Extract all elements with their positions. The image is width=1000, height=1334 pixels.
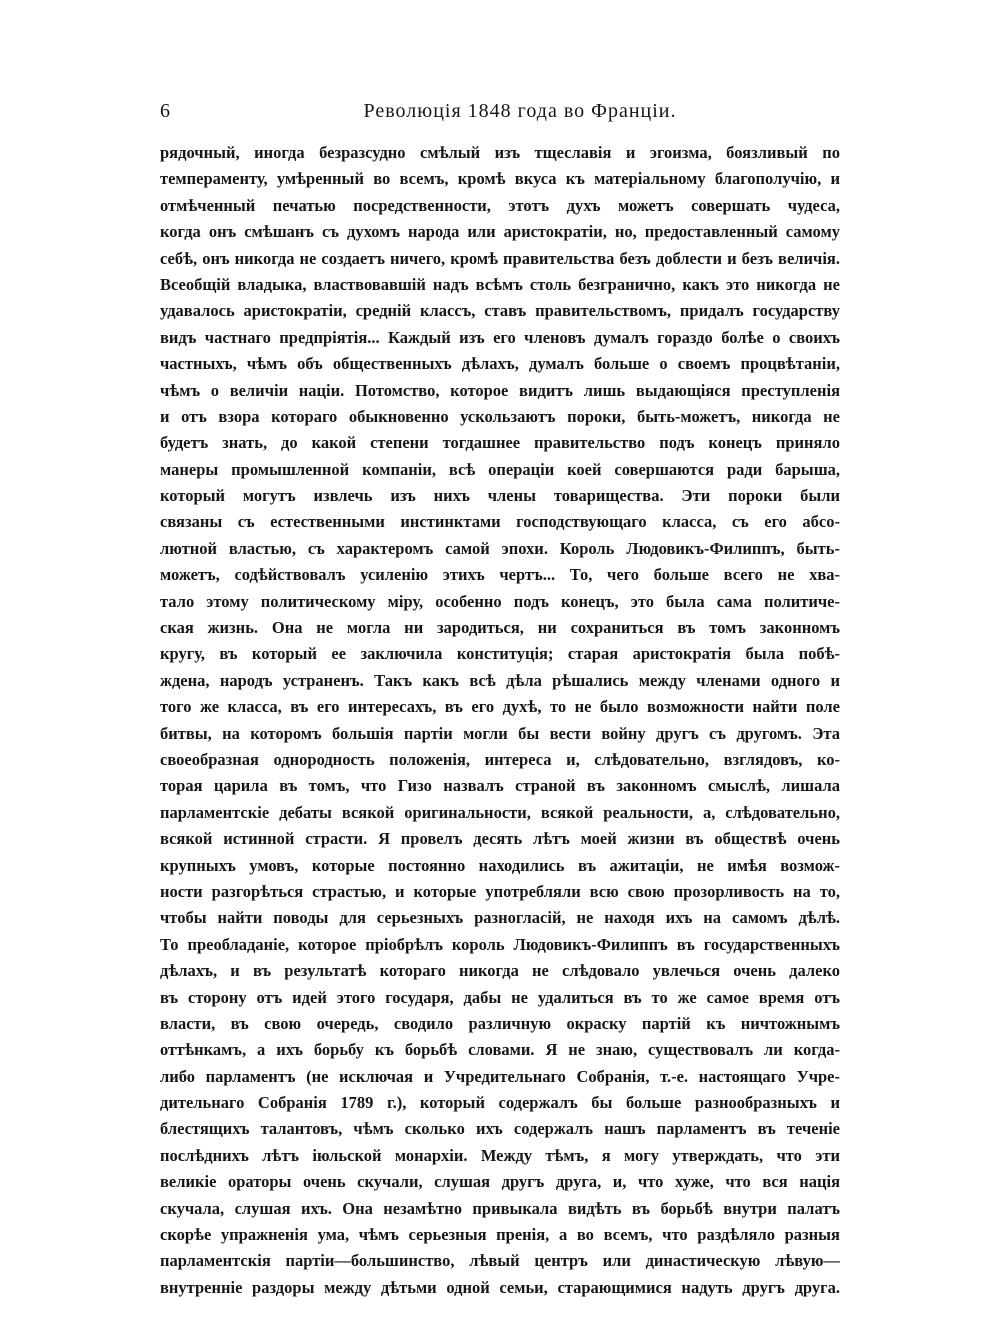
text-line: можетъ, содѣйствовалъ усиленію этихъ чертъ... То, чего больше всего не хва- bbox=[160, 565, 840, 585]
text-line: скорѣе упражненія ума, чѣмъ серьезныя пренія, а во всемъ, что раздѣляло разныя bbox=[160, 1225, 840, 1245]
text-line: всякой истинной страсти. Я провелъ десять лѣтъ моей жизни въ обществѣ очень bbox=[160, 829, 840, 849]
text-line: власти, въ свою очередь, сводило различную окраску партій къ ничтожнымъ bbox=[160, 1013, 840, 1033]
text-line: оттѣнкамъ, а ихъ борьбу къ борьбѣ словами. Я не знаю, существовалъ ли когда- bbox=[160, 1040, 840, 1060]
text-line: отмѣченный печатью посредственности, этотъ духъ можетъ совершать чудеса, bbox=[160, 195, 840, 215]
text-line: тало этому политическому міру, особенно подъ конецъ, это была сама политиче- bbox=[160, 591, 840, 611]
text-line: частныхъ, чѣмъ объ общественныхъ дѣлахъ, думалъ больше о своемъ процвѣтаніи, bbox=[160, 354, 840, 374]
page-header bbox=[160, 96, 840, 126]
text-line: крупныхъ умовъ, которые постоянно находились въ ажитаціи, не имѣя возмож- bbox=[160, 855, 840, 875]
text-line: кругу, въ который ее заключила конституція; старая аристократія была побѣ- bbox=[160, 644, 840, 664]
text-line: дѣлахъ, и въ результатѣ котораго никогда не слѣдовало увлечься очень далеко bbox=[160, 961, 840, 981]
running-title: Революція 1848 года во Франціи. bbox=[363, 100, 677, 122]
text-line: лютной властью, съ характеромъ самой эпохи. Король Людовикъ-Филиппъ, быть- bbox=[160, 538, 840, 558]
text-line: битвы, на которомъ большія партіи могли бы вести войну другъ съ другомъ. Эта bbox=[160, 723, 840, 743]
text-line: парламентскія партіи—большинство, лѣвый центръ или династическую лѣвую— bbox=[160, 1251, 840, 1271]
text-line: будетъ знать, до какой степени тогдашнее правительство подъ конецъ приняло bbox=[160, 433, 840, 453]
text-line: То преобладаніе, которое пріобрѣлъ король Людовикъ-Филиппъ въ государственныхъ bbox=[160, 934, 840, 954]
text-line: парламентскіе дебаты всякой оригинальности, всякой реальности, а, слѣдовательно, bbox=[160, 802, 840, 822]
text-line: скучала, слушая ихъ. Она незамѣтно привыкала видѣть въ борьбѣ внутри палатъ bbox=[160, 1198, 840, 1218]
text-line: чѣмъ о величіи націи. Потомство, которое видитъ лишь выдающіяся преступленія bbox=[160, 380, 840, 400]
body-text bbox=[160, 140, 840, 1301]
text-line: когда онъ смѣшанъ съ духомъ народа или аристократіи, но, предоставленный самому bbox=[160, 222, 840, 242]
text-line: Всеобщій владыка, властвовавшій надъ всѣмъ столь безгранично, какъ это никогда не bbox=[160, 274, 840, 294]
page-number: 6 bbox=[160, 100, 170, 122]
text-line: блестящихъ талантовъ, чѣмъ сколько ихъ содержалъ нашъ парламентъ въ теченіе bbox=[160, 1119, 840, 1139]
text-line: великіе ораторы очень скучали, слушая другъ друга, и, что хуже, что вся нація bbox=[160, 1172, 840, 1192]
text-line: дительнаго Собранія 1789 г.), который содержалъ бы больше разнообразныхъ и bbox=[160, 1093, 840, 1113]
text-line: темпераменту, умѣренный во всемъ, кромѣ вкуса къ матеріальному благополучію, и bbox=[160, 169, 840, 189]
text-line: ности разгорѣться страстью, и которые употребляли всю свою прозорливость на то, bbox=[160, 881, 840, 901]
text-line: въ сторону отъ идей этого государя, дабы не удалиться въ то же самое время отъ bbox=[160, 987, 840, 1007]
text-line: того же класса, въ его интересахъ, въ его духѣ, то не было возможности найти поле bbox=[160, 697, 840, 717]
text-line: своеобразная однородность положенія, интереса и, слѣдовательно, взглядовъ, ко- bbox=[160, 749, 840, 769]
text-line: торая царила въ томъ, что Гизо назвалъ страной въ законномъ смыслѣ, лишала bbox=[160, 776, 840, 796]
text-line: себѣ, онъ никогда не создаетъ ничего, кромѣ правительства безъ доблести и безъ величія. bbox=[160, 248, 840, 268]
text-line: удавалось аристократіи, средній классъ, ставъ правительствомъ, придалъ государству bbox=[160, 301, 840, 321]
text-line: который могутъ извлечь изъ нихъ члены товарищества. Эти пороки были bbox=[160, 486, 840, 506]
text-line: ская жизнь. Она не могла ни зародиться, ни сохраниться въ томъ законномъ bbox=[160, 618, 840, 638]
text-line: манеры промышленной компаніи, всѣ операціи коей совершаются ради барыша, bbox=[160, 459, 840, 479]
text-line: видъ частнаго предпріятія... Каждый изъ его членовъ думалъ гораздо болѣе о своихъ bbox=[160, 327, 840, 347]
text-line: рядочный, иногда безразсудно смѣлый изъ тщеславія и эгоизма, боязливый по bbox=[160, 143, 840, 162]
text-line: внутренніе раздоры между дѣтьми одной семьи, старающимися надуть другъ друга. bbox=[160, 1277, 840, 1297]
text-line: и отъ взора котораго обыкновенно ускользаютъ пороки, быть-можетъ, никогда не bbox=[160, 406, 840, 426]
text-line: связаны съ естественными инстинктами господствующаго класса, съ его абсо- bbox=[160, 512, 840, 532]
text-line: послѣднихъ лѣтъ іюльской монархіи. Между тѣмъ, я могу утверждать, что эти bbox=[160, 1145, 840, 1165]
text-line: чтобы найти поводы для серьезныхъ разногласій, не находя ихъ на самомъ дѣлѣ. bbox=[160, 908, 840, 928]
text-line: ждена, народъ устраненъ. Такъ какъ всѣ дѣла рѣшались между членами одного и bbox=[160, 670, 840, 690]
text-line: либо парламентъ (не исключая и Учредительнаго Собранія, т.-е. настоящаго Учре- bbox=[160, 1066, 840, 1086]
